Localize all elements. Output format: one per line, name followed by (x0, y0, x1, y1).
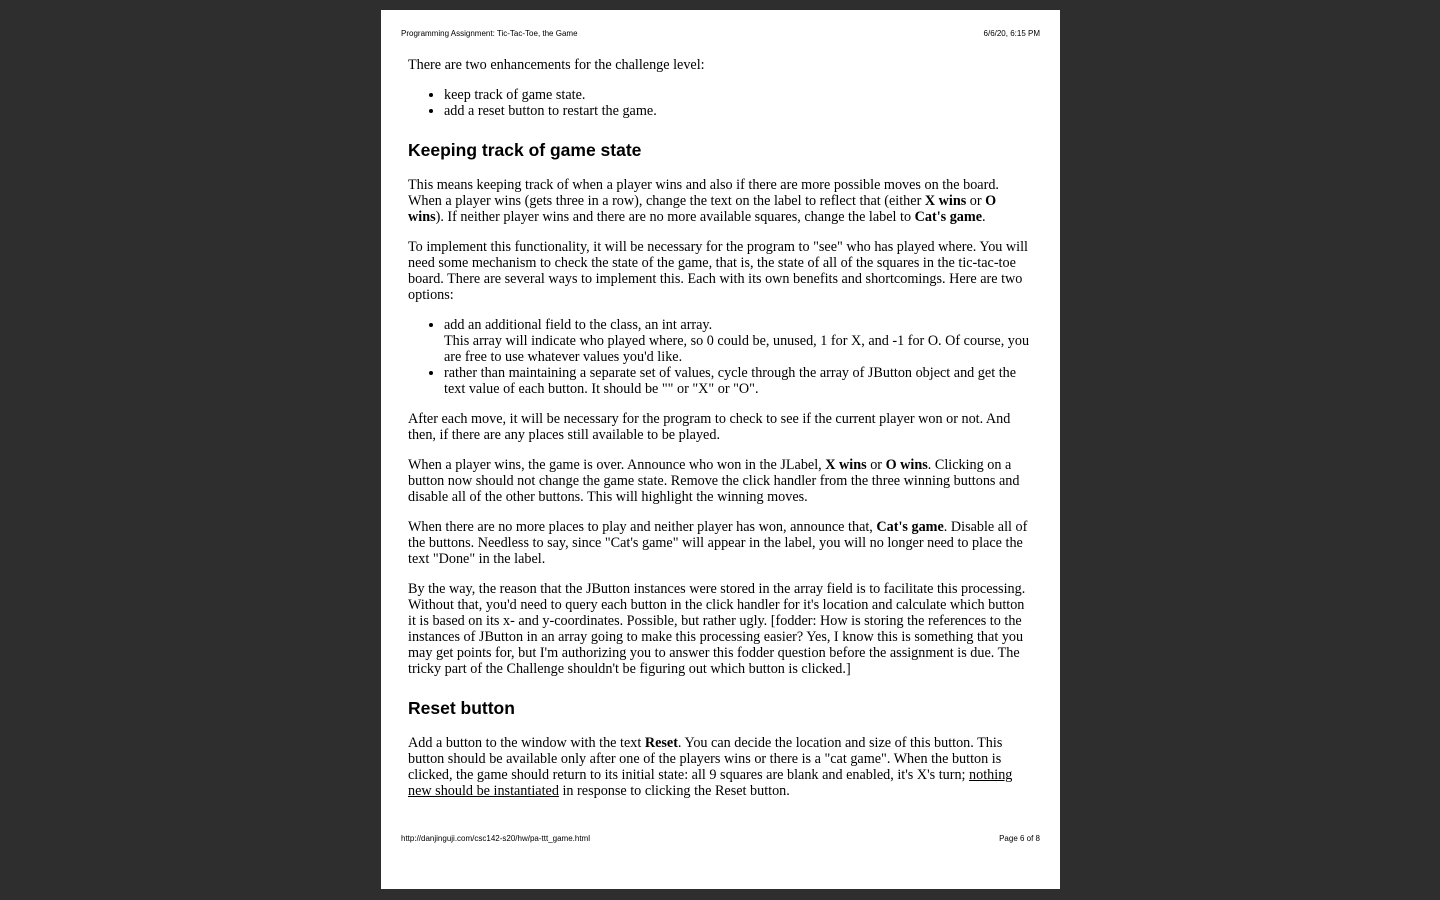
game-state-paragraph-4: When a player wins, the game is over. Announce who won in the JLabel, X wins or O wins. Clicking on a button now should not change the game state. Remove the click handler from the three winning buttons and disable all of the other buttons. This will highlight the winning moves. (408, 457, 1020, 505)
document-page (381, 10, 1060, 889)
game-state-paragraph-1: This means keeping track of when a player wins and also if there are more possible moves on the board. When a player wins (gets three in a row), change the text on the label to reflect that (either X wins or O wins). If neither player wins and there are no more available squares, change the label to Cat's game. (408, 177, 999, 225)
list-item: • add an additional field to the class, an int array. This array will indicate who played where, so 0 could be, unused, 1 for X, and -1 for O. Of course, you are free to use whatever values you'd like. (444, 317, 1033, 365)
intro-paragraph: There are two enhancements for the challenge level: (408, 57, 705, 73)
page-content (408, 57, 1033, 813)
list-item: • rather than maintaining a separate set of values, cycle through the array of JButton object and get the text value of each button. It should be "" or "X" or "O". (444, 365, 1033, 397)
game-state-paragraph-6: By the way, the reason that the JButton instances were stored in the array field is to facilitate this processing. Without that, you'd need to query each button in the click handler for it's location and calculate which button it is based on its x- and y-coordinates. Possible, but rather ugly. [fodder: How is storing the references to the instances of JButton in an array going to make this processing easier? Yes, I know this is something that you may get points for, but I'm authorizing you to answer this fodder question before the assignment is due. The tricky part of the Challenge shouldn't be figuring out which button is clicked.] (408, 581, 1026, 677)
section-heading-game-state: Keeping track of game state (408, 140, 642, 160)
game-state-paragraph-5: When there are no more places to play and neither player has won, announce that, Cat's game. Disable all of the buttons. Needless to say, since "Cat's game" will appear in the label, you will no longer need to place the text "Done" in the label. (408, 519, 1028, 567)
header-title: Programming Assignment: Tic-Tac-Toe, the Game (401, 29, 578, 38)
section-heading-reset-button: Reset button (408, 698, 515, 718)
list-item: • keep track of game state. (444, 87, 1033, 103)
footer-url: http://danjinguji.com/csc142-s20/hw/pa-ttt_game.html (401, 834, 590, 843)
header-datetime: 6/6/20, 6:15 PM (983, 29, 1040, 38)
list-item: • add a reset button to restart the game. (444, 103, 1033, 119)
options-list (408, 317, 1033, 397)
game-state-paragraph-2: To implement this functionality, it will be necessary for the program to "see" who has played where. You will need some mechanism to check the state of the game, that is, the state of all of the squares in the tic-tac-toe board. There are several ways to implement this. Each with its own benefits and shortcomings. Here are two options: (408, 239, 1028, 303)
game-state-paragraph-3: After each move, it will be necessary for the program to check to see if the current player won or not. And then, if there are any places still available to be played. (408, 411, 1011, 443)
enhancements-list (408, 87, 1033, 119)
page-footer (401, 834, 1040, 843)
footer-page-number: Page 6 of 8 (999, 834, 1040, 843)
page-header (401, 29, 1040, 38)
reset-paragraph: Add a button to the window with the text Reset. You can decide the location and size of this button. This button should be available only after one of the players wins or there is a "cat game". When the button is clicked, the game should return to its initial state: all 9 squares are blank and enabled, it's X's turn; nothing new should be instantiated in response to clicking the Reset button. (408, 735, 1013, 799)
